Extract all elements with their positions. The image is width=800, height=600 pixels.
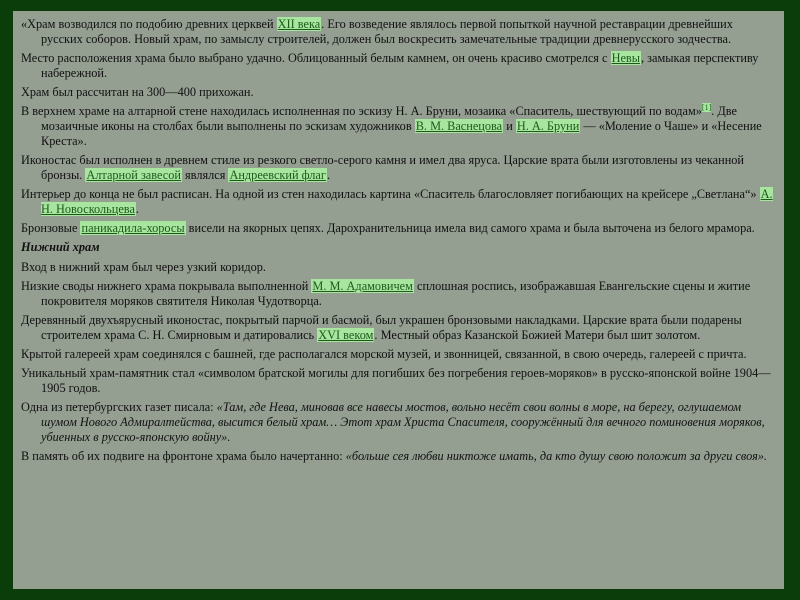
paragraph-5: Иконостас был исполнен в древнем стиле из резкого светло-серого камня и имел два яруса. Царские врата были изготовлены из чеканной бронзы. Алтарной завесой являлся Андреевский флаг. bbox=[21, 153, 745, 182]
paragraph-11: Крытой галереей храм соединялся с башней, где располагался морской музей, и звонницей, связанной, в свою очередь, галереей с причта. bbox=[21, 347, 747, 361]
link-altar-curtain[interactable]: Алтарной завесой bbox=[86, 168, 181, 182]
link-bruni[interactable]: Н. А. Бруни bbox=[516, 119, 580, 133]
link-novoskoltsev[interactable]: А. Н. Новоскольцева bbox=[41, 187, 773, 216]
footnote-ref bbox=[702, 103, 711, 112]
link-xvi-century[interactable]: XVI веком bbox=[318, 328, 374, 342]
link-xii-century[interactable]: XII века bbox=[277, 17, 321, 31]
link-adamovich[interactable]: М. М. Адамовичем bbox=[312, 279, 413, 293]
slide-content bbox=[13, 11, 784, 589]
newspaper-quote: «Там, где Нева, миновав все навесы мостов, вольно несёт свои волны в море, на берегу, оглушаемом шумом Нового Адмиралтейства, высится белый храм… Этот храм Христа Спасителя, сооружённый для вечного поминовения моряков, убиенных в русско-японскую войну». bbox=[41, 400, 765, 444]
paragraph-4: В верхнем храме на алтарной стене находилась исполненная по эскизу Н. А. Бруни, мозаика «Спаситель, шествующий по водам»[1]. Две мозаичные иконы на столбах были выполнены по эскизам художников В. М. Васнецова и Н. А. Бруни — «Моление о Чаше» и «Несение Креста». bbox=[21, 102, 762, 148]
link-panikadila[interactable]: паникадила-хоросы bbox=[81, 221, 185, 235]
paragraph-12: Уникальный храм-памятник стал «символом братской могилы для погибших без погребения героев-моряков» в русско-японской войне 1904—1905 годов. bbox=[21, 366, 771, 395]
paragraph-8: Вход в нижний храм был через узкий коридор. bbox=[21, 260, 266, 274]
paragraph-1: «Храм возводился по подобию древних церквей XII века. Его возведение являлось первой попыткой научной реставрации древнейших русских соборов. Новый храм, по замыслу строителей, должен был воскресить замечательные традиции древнерусского зодчества. bbox=[21, 17, 733, 46]
paragraph-14: В память об их подвиге на фронтоне храма было начертанно: «больше сея любви никтоже имать, да кто душу свою положит за други своя». bbox=[21, 449, 768, 463]
paragraph-13: Одна из петербургских газет писала: «Там, где Нева, миновав все навесы мостов, вольно несёт свои волны в море, на берегу, оглушаемом шумом Нового Адмиралтейства, высится белый храм… Этот храм Христа Спасителя, сооружённый для вечного поминовения моряков, убиенных в русско-японскую войну». bbox=[21, 400, 765, 444]
paragraph-10: Деревянный двухъярусный иконостас, покрытый парчой и басмой, был украшен бронзовыми накладками. Царские врата были подарены строителем храма С. Н. Смирновым и датировались XVI веком. Местный образ Казанской Божией Матери был шит золотом. bbox=[21, 313, 742, 342]
paragraph-6: Интерьер до конца не был расписан. На одной из стен находилась картина «Спаситель благословляет погибающих на крейсере „Светлана“» А. Н. Новоскольцева. bbox=[21, 187, 773, 216]
paragraph-2: Место расположения храма было выбрано удачно. Облицованный белым камнем, он очень красиво смотрелся с Невы, замыкая перспективу набережной. bbox=[21, 51, 759, 80]
footnote-link[interactable]: [1] bbox=[701, 102, 712, 112]
paragraph-7: Бронзовые паникадила-хоросы висели на якорных цепях. Дарохранительница имела вид самого храма и была выточена из белого мрамора. bbox=[21, 221, 755, 235]
link-andreevsky-flag[interactable]: Андреевский флаг bbox=[229, 168, 326, 182]
paragraph-9: Низкие своды нижнего храма покрывала выполненной М. М. Адамовичем сплошная роспись, изображавшая Евангельские сцены и житие покровителя моряков святителя Николая Чудотворца. bbox=[21, 279, 751, 308]
pediment-inscription: «больше сея любви никтоже имать, да кто душу свою положит за други своя». bbox=[345, 449, 768, 463]
link-neva[interactable]: Невы bbox=[611, 51, 640, 65]
section-heading: Нижний храм bbox=[21, 240, 100, 254]
paragraph-3: Храм был рассчитан на 300—400 прихожан. bbox=[21, 85, 254, 99]
link-vasnetsov[interactable]: В. М. Васнецова bbox=[415, 119, 503, 133]
